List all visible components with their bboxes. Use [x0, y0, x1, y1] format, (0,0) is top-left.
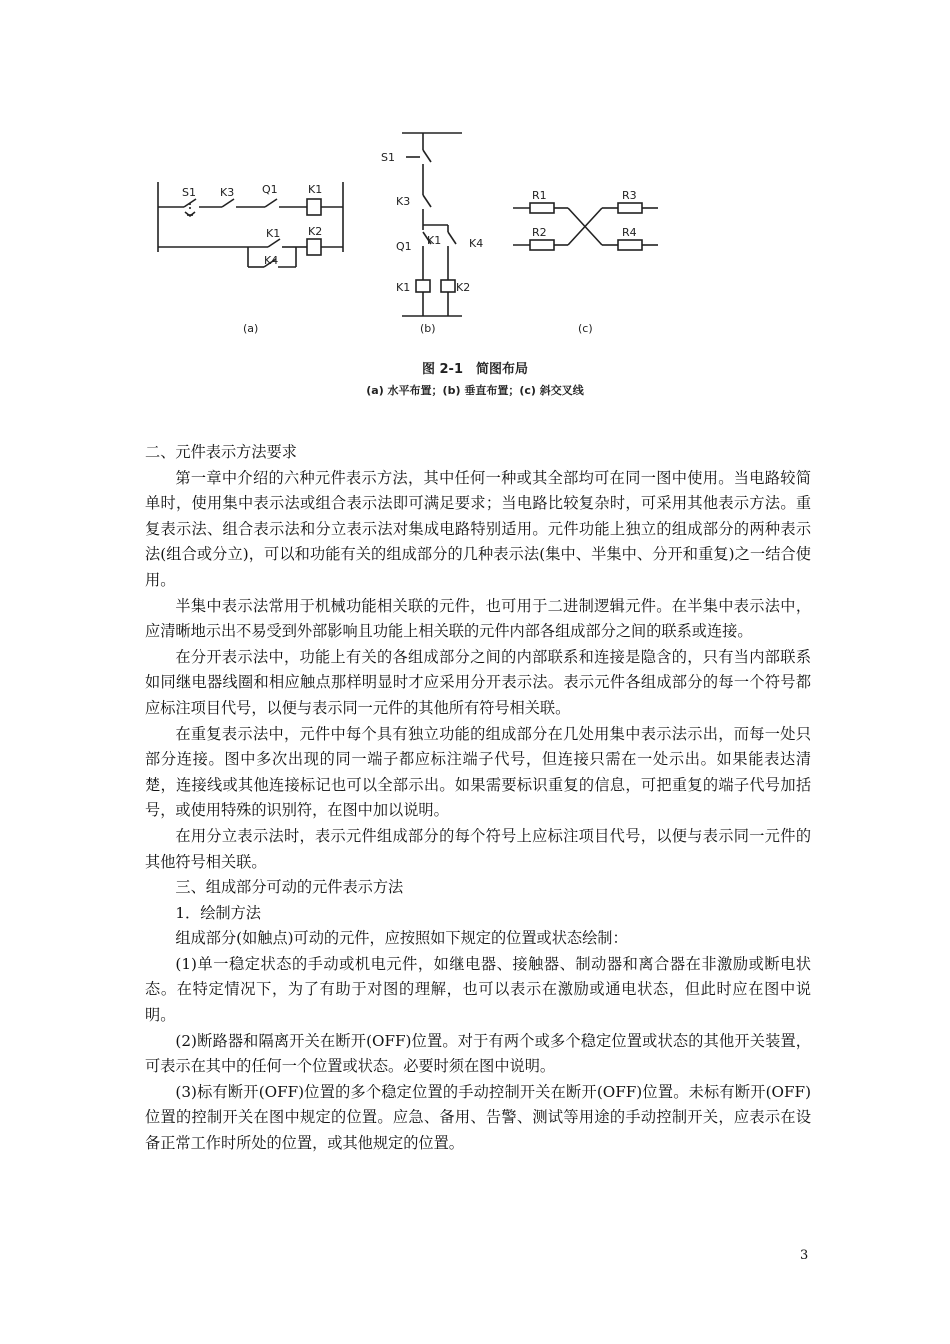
paragraph-3: 在分开表示法中，功能上有关的各组成部分之间的内部联系和连接是隐含的，只有当内部联系如同继电器线圈和相应触点那样明显时才应采用分开表示法。表示元件各组成部分的每一个符号都应标注项目代号，以便与表示同一元件的其他所有符号相关联。: [145, 647, 811, 717]
figure-subcaption: (a) 水平布置；(b) 垂直布置；(c) 斜交叉线: [366, 384, 584, 397]
label-b-k3: K3: [396, 195, 411, 208]
sublabel-b: (b): [420, 322, 436, 335]
sublabel-c: (c): [578, 322, 593, 335]
label-c-r4: R4: [622, 226, 637, 239]
paragraph-8: (2)断路器和隔离开关在断开(OFF)位置。对于有两个或多个稳定位置或状态的其他开关装置，可表示在其中的任何一个位置或状态。必要时须在图中说明。: [145, 1031, 811, 1076]
figure-caption: 图 2-1 简图布局: [421, 362, 528, 377]
sublabel-a: (a): [243, 322, 259, 335]
paragraph-9: (3)标有断开(OFF)位置的多个稳定位置的手动控制开关在断开(OFF)位置。未标有断开(OFF)位置的控制开关在图中规定的位置。应急、备用、告警、测试等用途的手动控制开关，应表示在设备正常工作时所处的位置，或其他规定的位置。: [145, 1082, 811, 1153]
paragraph-7: (1)单一稳定状态的手动或机电元件，如继电器、接触器、制动器和离合器在非激励或断电状态。在特定情况下，为了有助于对图的理解，也可以表示在激励或通电状态，但此时应在图中说明。: [145, 954, 811, 1025]
paragraph-1: 第一章中介绍的六种元件表示方法，其中任何一种或其全部均可在同一图中使用。当电路较简单时，使用集中表示法或组合表示法即可满足要求；当电路比较复杂时，可采用其他表示方法。重复表示法、组合表示法和分立表示法对集成电路特别适用。元件功能上独立的组成部分的两种表示法(组合或分立)，可以和功能有关的组成部分的几种表示法(集中、半集中、分开和重复)之一结合使用。: [145, 468, 811, 589]
paragraph-6: 组成部分(如触点)可动的元件，应按照如下规定的位置或状态绘制：: [175, 929, 628, 948]
label-a-k1-coil: K1: [308, 183, 323, 196]
label-c-r3: R3: [622, 189, 637, 202]
label-a-q1: Q1: [262, 183, 278, 196]
label-a-k2: K2: [308, 225, 323, 238]
body-text: [145, 440, 811, 1157]
label-b-k1-coil: K1: [396, 281, 411, 294]
label-b-k4: K4: [469, 237, 484, 250]
label-b-k1-contact: K1: [427, 234, 442, 247]
section-heading-2: 二、元件表示方法要求: [145, 443, 297, 461]
page-number: 3: [800, 1248, 809, 1263]
subsection-heading-3-1: 1．绘制方法: [175, 903, 261, 922]
label-a-k1-contact: K1: [266, 227, 281, 240]
figure-diagrams: [0, 0, 950, 420]
label-b-k2: K2: [456, 281, 471, 294]
label-b-s1: S1: [381, 151, 395, 164]
diagram-b: [402, 133, 462, 316]
label-c-r2: R2: [532, 226, 547, 239]
label-a-k4: K4: [264, 254, 279, 267]
label-c-r1: R1: [532, 189, 547, 202]
paragraph-4: 在重复表示法中，元件中每个具有独立功能的组成部分在几处用集中表示法示出，而每一处只部分连接。图中多次出现的同一端子都应标注端子代号，但连接只需在一处示出。如果能表达清楚，连接线或其他连接标记也可以全部示出。如果需要标识重复的信息，可把重复的端子代号加括号，或使用特殊的识别符，在图中加以说明。: [145, 724, 811, 820]
label-a-s1: S1: [182, 186, 196, 199]
paragraph-2: 半集中表示法常用于机械功能相关联的元件，也可用于二进制逻辑元件。在半集中表示法中，应清晰地示出不易受到外部影响且功能上相关联的元件内部各组成部分之间的联系或连接。: [145, 596, 811, 641]
paragraph-5: 在用分立表示法时，表示元件组成部分的每个符号上应标注项目代号，以便与表示同一元件的其他符号相关联。: [145, 826, 811, 871]
label-b-q1: Q1: [396, 240, 412, 253]
section-heading-3: 三、组成部分可动的元件表示方法: [175, 878, 404, 897]
figure-2-1: [0, 0, 950, 420]
label-a-k3: K3: [220, 186, 235, 199]
